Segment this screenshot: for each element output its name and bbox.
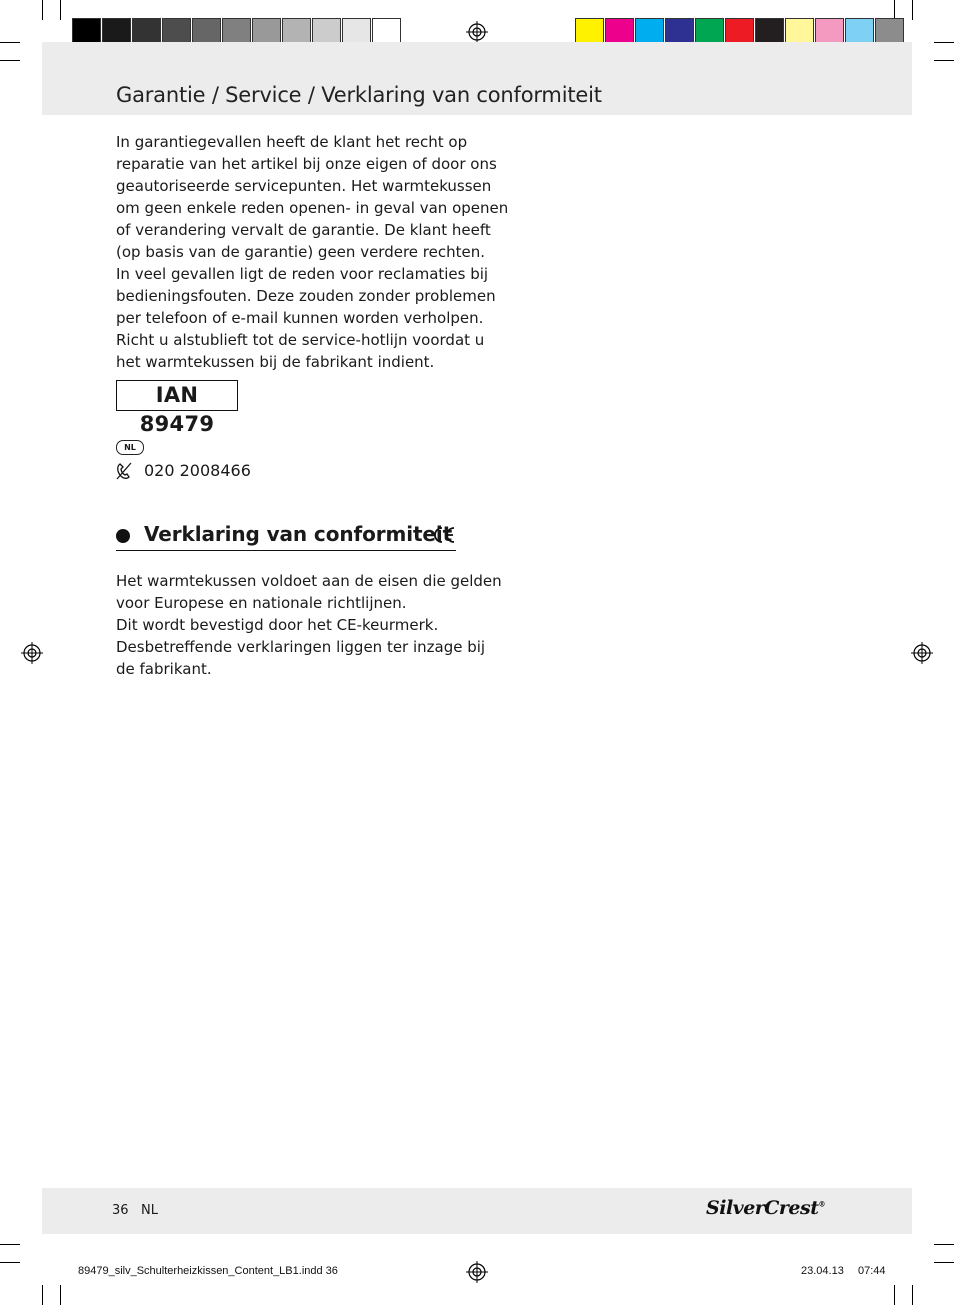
page-number: 36 [112, 1203, 129, 1218]
text-line: de fabrikant. [116, 660, 212, 678]
text-line: Desbetreffende verklaringen liggen ter inzage bij [116, 638, 486, 656]
crop-mark [894, 1285, 895, 1305]
page-title: Garantie / Service / Verklaring van conformiteit [116, 83, 602, 107]
conformity-heading [116, 522, 456, 551]
text-line: In veel gevallen ligt de reden voor reclamaties bij [116, 265, 489, 283]
text-line: Het warmtekussen voldoet aan de eisen die gelden [116, 572, 502, 590]
text-line: bedieningsfouten. Deze zouden zonder problemen [116, 287, 496, 305]
registration-mark-icon [466, 1261, 488, 1283]
crop-mark [934, 42, 954, 43]
text-line: per telefoon of e-mail kunnen worden verholpen. [116, 309, 484, 327]
text-line: geautoriseerde servicepunten. Het warmtekussen [116, 177, 492, 195]
crop-mark [912, 1285, 913, 1305]
registration-mark-icon [21, 642, 43, 664]
text-line: Richt u alstublieft tot de service-hotlijn voordat u [116, 331, 485, 349]
crop-mark [0, 1244, 20, 1245]
slug-time: 07:44 [858, 1265, 886, 1277]
crop-mark [934, 1244, 954, 1245]
registration-mark-icon [466, 21, 488, 43]
country-badge: NL [116, 440, 144, 455]
text-line: reparatie van het artikel bij onze eigen of door ons [116, 155, 497, 173]
crop-mark [42, 1285, 43, 1305]
crop-mark [60, 0, 61, 20]
text-line: (op basis van de garantie) geen verdere rechten. [116, 243, 485, 261]
crop-mark [0, 60, 20, 61]
phone-number: 020 2008466 [144, 461, 251, 480]
crop-mark [934, 60, 954, 61]
brand-logo [706, 1197, 825, 1219]
brand-name: SilverCrest [706, 1197, 819, 1219]
crop-mark [912, 0, 913, 20]
bullet-icon [116, 529, 130, 543]
page-language: NL [141, 1203, 158, 1218]
crop-mark [0, 42, 20, 43]
ce-mark-icon [432, 525, 456, 545]
text-line: voor Europese en nationale richtlijnen. [116, 594, 407, 612]
brand-registered-mark: ® [818, 1199, 825, 1209]
crop-mark [894, 0, 895, 20]
warranty-paragraph [116, 131, 509, 373]
phone-icon [116, 462, 132, 480]
text-line: In garantiegevallen heeft de klant het recht op [116, 133, 468, 151]
crop-mark [60, 1285, 61, 1305]
text-line: Dit wordt bevestigd door het CE-keurmerk. [116, 616, 439, 634]
crop-mark [42, 0, 43, 20]
section-title: Verklaring van conformiteit [144, 522, 453, 546]
slug-date: 23.04.13 [801, 1265, 844, 1277]
text-line: om geen enkele reden openen- in geval van openen [116, 199, 509, 217]
text-line: het warmtekussen bij de fabrikant indient. [116, 353, 435, 371]
text-line: of verandering vervalt de garantie. De klant heeft [116, 221, 491, 239]
ian-number-box: IAN 89479 [116, 380, 238, 411]
conformity-paragraph [116, 570, 502, 680]
slug-filename: 89479_silv_Schulterheizkissen_Content_LB1.indd 36 [78, 1265, 338, 1277]
crop-mark [0, 1262, 20, 1263]
crop-mark [934, 1262, 954, 1263]
registration-mark-icon [911, 642, 933, 664]
